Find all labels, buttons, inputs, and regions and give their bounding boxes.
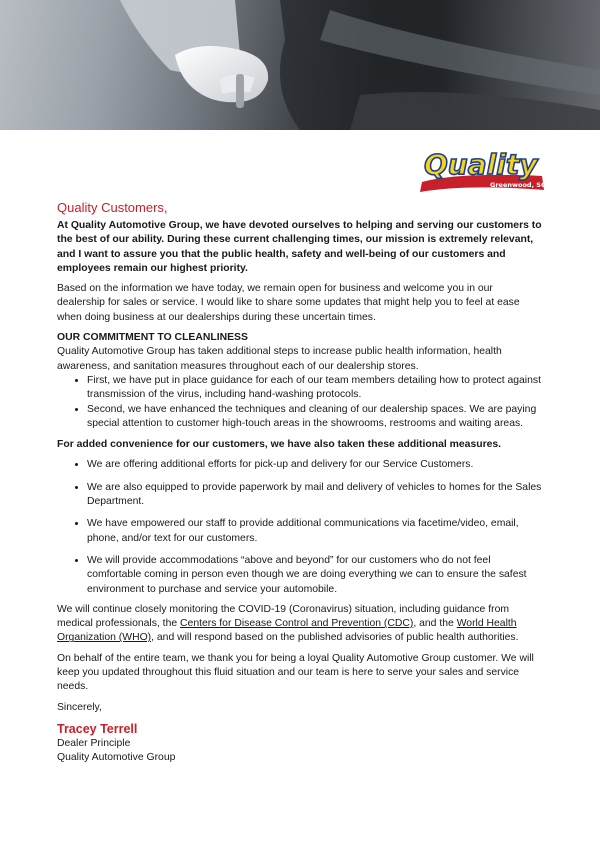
greeting: Quality Customers,	[57, 200, 168, 215]
monitoring-text: We will continue closely monitoring the COVID-19 (Coronavirus) situation, including guidance from medical professionals, the	[57, 603, 510, 630]
monitoring-paragraph	[57, 603, 543, 646]
header-photo	[0, 0, 600, 130]
list-item: • First, we have put in place guidance for each of our team members detailing how to protect against transmission of the virus, including hand-washing protocols.	[87, 374, 543, 403]
convenience-list	[57, 458, 543, 596]
header-photo-illustration	[0, 0, 600, 130]
list-item: • We have empowered our staff to provide additional communications via facetime/video, email, phone, and/or text for our customers.	[87, 517, 543, 546]
list-item: • We are also equipped to provide paperwork by mail and delivery of vehicles to homes for the Sales Department.	[87, 481, 543, 510]
thanks-paragraph: On behalf of the entire team, we thank you for being a loyal Quality Automotive Group customer. We will keep you updated throughout this fluid situation and our team is here to serve your sales and service needs.	[57, 652, 534, 693]
commitment-heading: OUR COMMITMENT TO CLEANLINESS	[57, 332, 248, 344]
signer-name: Tracey Terrell	[57, 721, 138, 736]
convenience-heading: For added convenience for our customers, we have also taken these additional measures.	[57, 439, 502, 451]
business-paragraph: Based on the information we have today, we remain open for business and welcome you in our dealership for sales or service. I would like to share some updates that might help you to feel at ease when doing business at our dealerships during these uncertain times.	[57, 283, 520, 323]
commitment-paragraph: Quality Automotive Group has taken additional steps to increase public health information, health awareness, and sanitation measures throughout each of our dealership stores.	[57, 346, 502, 372]
closing: Sincerely,	[57, 701, 102, 713]
monitoring-text: , and will respond based on the published advisories of public health authorities.	[151, 632, 519, 644]
list-item: • We are offering additional efforts for pick-up and delivery for our Service Customers.	[87, 458, 543, 472]
list-item: • Second, we have enhanced the techniques and cleaning of our dealership spaces. We are paying special attention to customer high-touch areas in the showrooms, restrooms and waiting areas.	[87, 403, 543, 432]
intro-paragraph: At Quality Automotive Group, we have devoted ourselves to helping and serving our customers to the best of our ability. During these current challenging times, our mission is extremely relevant, and I want to assure you that the public health, safety and well-being of our customers and employees remain our highest priority.	[57, 220, 542, 274]
who-link[interactable]: World Health Organization (WHO)	[57, 618, 517, 644]
cdc-link[interactable]: Centers for Disease Control and Prevention (CDC)	[180, 618, 414, 630]
list-item: • We will provide accommodations “above and beyond” for our customers who do not feel comfortable coming in person even though we are doing everything we can to ensure the safest environment to purchase and service your automobile.	[87, 554, 543, 597]
letter-body	[57, 200, 543, 766]
monitoring-text: , and the	[413, 618, 457, 630]
signer-company: Quality Automotive Group	[57, 752, 176, 764]
commitment-list	[57, 374, 543, 431]
logo-location: Greenwood, SC	[490, 181, 546, 189]
logo-wordmark: Quality	[424, 148, 538, 181]
quality-logo	[418, 146, 546, 194]
signer-title: Dealer Principle	[57, 737, 131, 749]
